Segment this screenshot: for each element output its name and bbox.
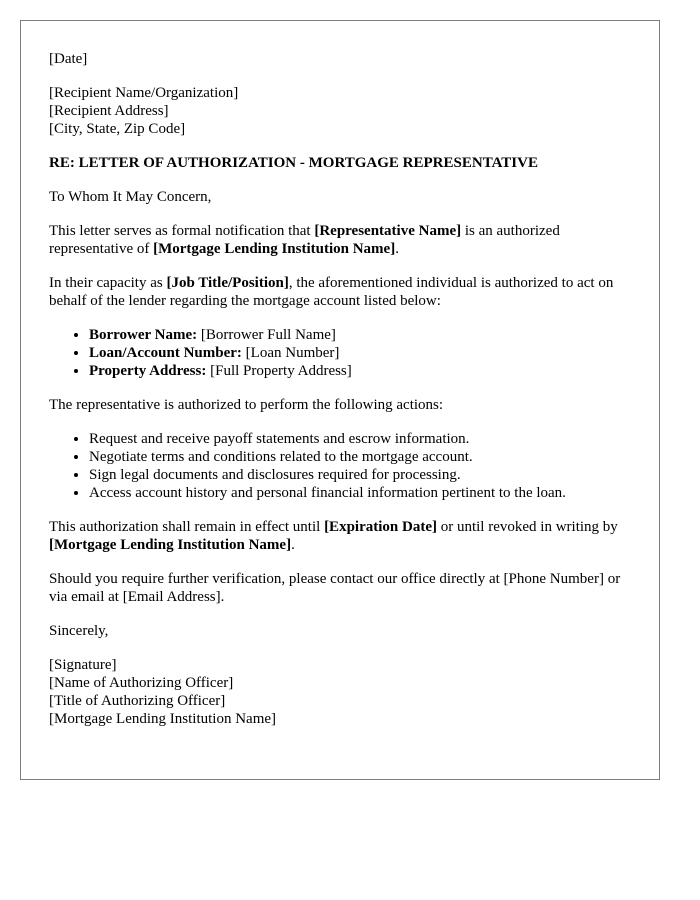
recipient-address: [Recipient Address] [49, 103, 169, 119]
date-line [49, 50, 631, 68]
notification-paragraph [49, 222, 631, 258]
officer-title: [Title of Authorizing Officer] [49, 693, 226, 709]
para3-post: . [291, 537, 295, 553]
subject-line: RE: LETTER OF AUTHORIZATION - MORTGAGE REPRESENTATIVE [49, 155, 538, 171]
list-item-property-address [89, 362, 631, 380]
recipient-block [49, 84, 631, 138]
para1-mid: is an authorized representative of [49, 223, 560, 257]
para1-pre: This letter serves as formal notification that [49, 223, 315, 239]
para2-post: , the aforementioned individual is authorized to act on behalf of the lender regarding the mortgage account listed below: [49, 275, 614, 309]
contact-paragraph: Should you require further verification, please contact our office directly at [Phone Number] or via email at [Email Address]. [49, 571, 621, 605]
para3-pre: This authorization shall remain in effect until [49, 519, 325, 535]
list-item: • Sign legal documents and disclosures required for processing. [89, 466, 631, 484]
list-item: • Negotiate terms and conditions related to the mortgage account. [89, 448, 631, 466]
list-item: • Request and receive payoff statements and escrow information. [89, 430, 631, 448]
job-title: [Job Title/Position] [166, 275, 289, 291]
duration-paragraph [49, 518, 631, 554]
actions-list [49, 430, 631, 502]
account-item-value: [Full Property Address] [206, 363, 352, 379]
recipient-city-state-zip: [City, State, Zip Code] [49, 121, 186, 137]
letter-page [20, 20, 660, 780]
expiration-date: [Expiration Date] [324, 519, 437, 535]
actions-intro: The representative is authorized to perform the following actions: [49, 397, 444, 413]
account-details-list [49, 326, 631, 380]
account-item-value: [Loan Number] [241, 345, 340, 361]
account-item-label: Property Address: [89, 363, 207, 379]
representative-name: [Representative Name] [314, 223, 462, 239]
list-item-borrower [89, 326, 631, 344]
account-item-label: Borrower Name: [89, 327, 198, 343]
para2-pre: In their capacity as [49, 275, 167, 291]
institution-name: [Mortgage Lending Institution Name] [153, 241, 396, 257]
salutation: To Whom It May Concern, [49, 189, 212, 205]
recipient-name: [Recipient Name/Organization] [49, 85, 239, 101]
para1-post: . [395, 241, 399, 257]
para3-mid: or until revoked in writing by [436, 519, 618, 535]
signature-institution: [Mortgage Lending Institution Name] [49, 711, 277, 727]
closing: Sincerely, [49, 623, 109, 639]
list-item-loan-number [89, 344, 631, 362]
date: [Date] [49, 51, 88, 67]
signature-block [49, 656, 631, 728]
officer-name: [Name of Authorizing Officer] [49, 675, 234, 691]
list-item: • Access account history and personal financial information pertinent to the loan. [89, 484, 631, 502]
institution-name: [Mortgage Lending Institution Name] [49, 537, 292, 553]
capacity-paragraph [49, 274, 631, 310]
account-item-value: [Borrower Full Name] [197, 327, 336, 343]
account-item-label: Loan/Account Number: [89, 345, 242, 361]
signature: [Signature] [49, 657, 117, 673]
